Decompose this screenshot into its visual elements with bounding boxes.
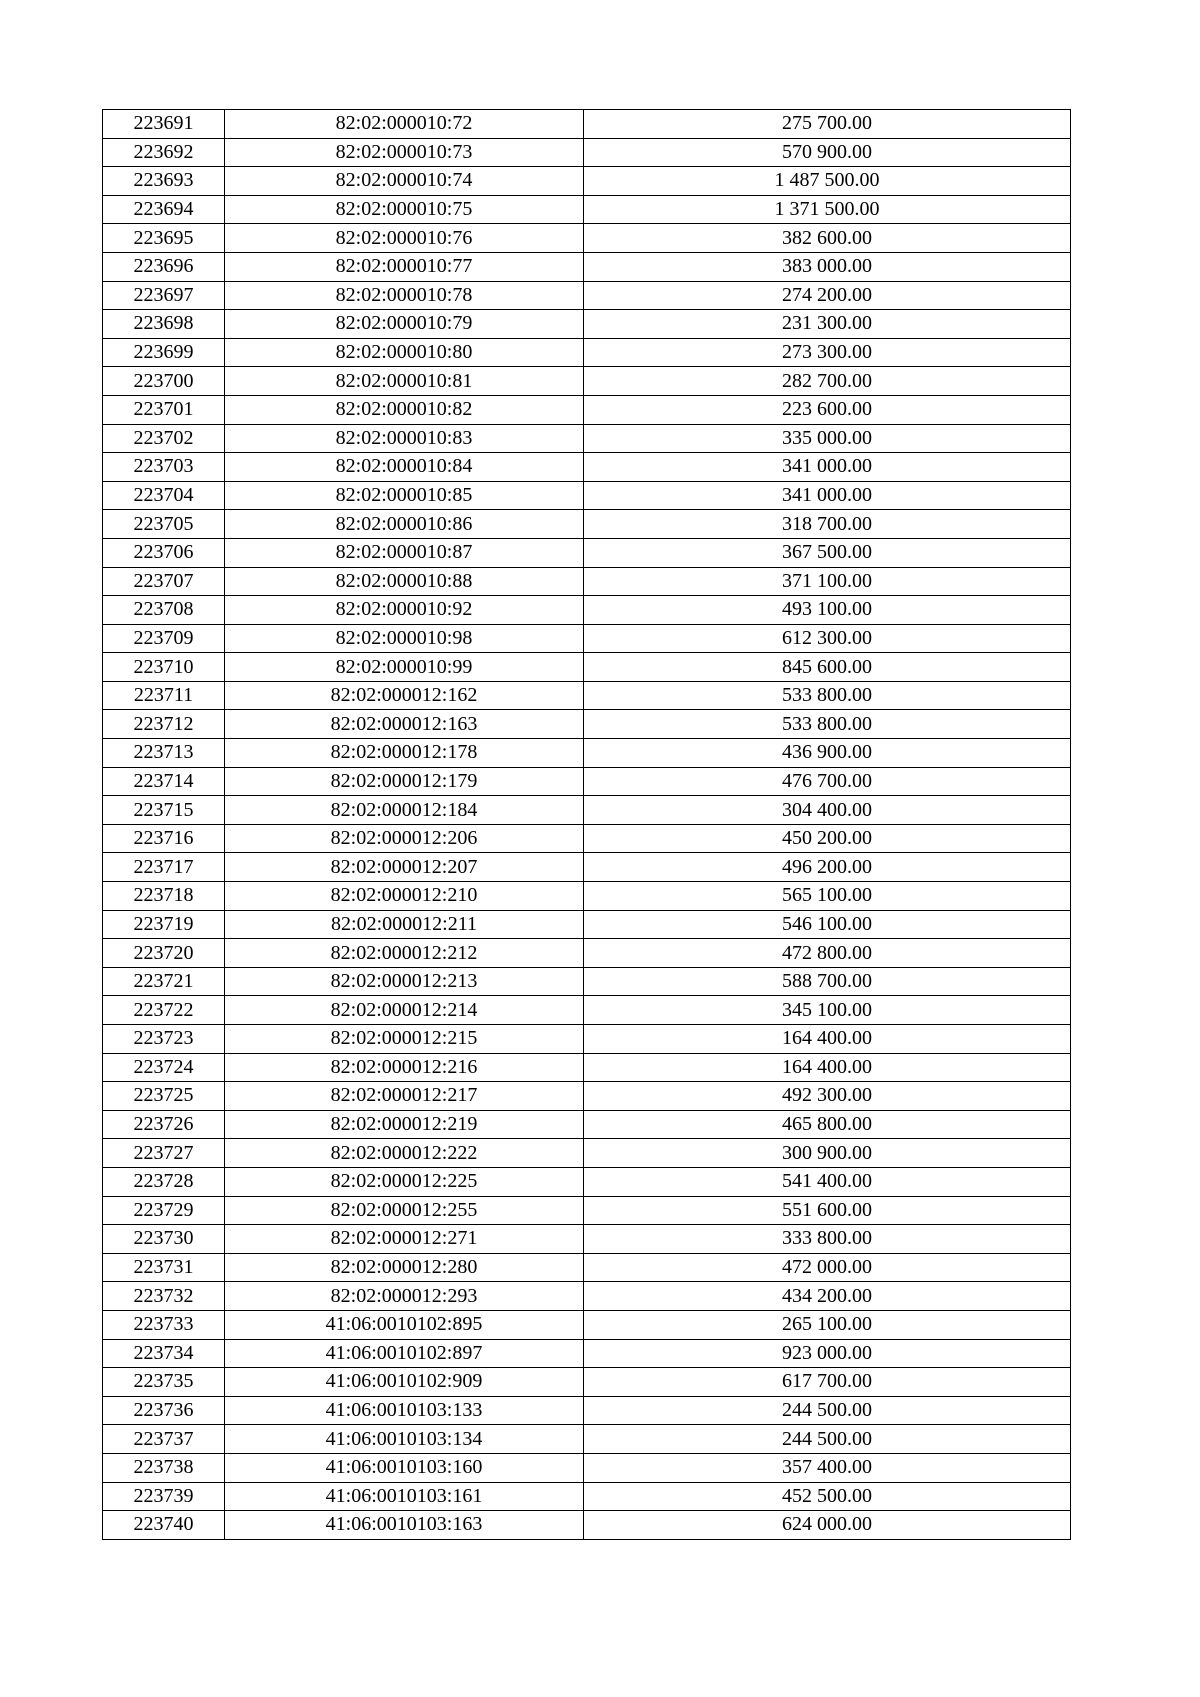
cadastral-number-cell: 82:02:000010:74: [225, 167, 584, 196]
cadastral-number-cell: 82:02:000012:179: [225, 767, 584, 796]
table-row: [103, 281, 1071, 310]
table-row: [103, 453, 1071, 482]
row-number-cell: 223735: [103, 1368, 225, 1397]
table-row: [103, 1082, 1071, 1111]
cadastral-value-cell: 265 100.00: [584, 1310, 1071, 1339]
cadastral-value-cell: 357 400.00: [584, 1453, 1071, 1482]
table-row: [103, 110, 1071, 139]
cadastral-value-cell: 551 600.00: [584, 1196, 1071, 1225]
cadastral-value-cell: 273 300.00: [584, 338, 1071, 367]
row-number-cell: 223700: [103, 367, 225, 396]
row-number-cell: 223730: [103, 1225, 225, 1254]
cadastral-value-cell: 493 100.00: [584, 596, 1071, 625]
table-row: [103, 767, 1071, 796]
row-number-cell: 223714: [103, 767, 225, 796]
row-number-cell: 223727: [103, 1139, 225, 1168]
table-row: [103, 252, 1071, 281]
row-number-cell: 223701: [103, 395, 225, 424]
cadastral-value-cell: 244 500.00: [584, 1425, 1071, 1454]
table-row: [103, 338, 1071, 367]
cadastral-value-cell: 318 700.00: [584, 510, 1071, 539]
row-number-cell: 223710: [103, 653, 225, 682]
cadastral-number-cell: 82:02:000012:225: [225, 1167, 584, 1196]
row-number-cell: 223706: [103, 538, 225, 567]
cadastral-number-cell: 82:02:000010:81: [225, 367, 584, 396]
row-number-cell: 223697: [103, 281, 225, 310]
cadastral-value-cell: 275 700.00: [584, 110, 1071, 139]
cadastral-number-cell: 41:06:0010103:133: [225, 1396, 584, 1425]
cadastral-value-cell: 450 200.00: [584, 824, 1071, 853]
row-number-cell: 223693: [103, 167, 225, 196]
row-number-cell: 223705: [103, 510, 225, 539]
cadastral-number-cell: 82:02:000010:82: [225, 395, 584, 424]
row-number-cell: 223715: [103, 796, 225, 825]
cadastral-value-cell: 436 900.00: [584, 739, 1071, 768]
row-number-cell: 223721: [103, 967, 225, 996]
cadastral-value-cell: 1 371 500.00: [584, 195, 1071, 224]
row-number-cell: 223692: [103, 138, 225, 167]
cadastral-number-cell: 82:02:000010:78: [225, 281, 584, 310]
row-number-cell: 223703: [103, 453, 225, 482]
table-row: [103, 195, 1071, 224]
cadastral-value-cell: 624 000.00: [584, 1511, 1071, 1540]
cadastral-value-cell: 164 400.00: [584, 1053, 1071, 1082]
row-number-cell: 223733: [103, 1310, 225, 1339]
cadastral-number-cell: 82:02:000012:222: [225, 1139, 584, 1168]
table-row: [103, 424, 1071, 453]
cadastral-number-cell: 82:02:000012:215: [225, 1025, 584, 1054]
table-row: [103, 1167, 1071, 1196]
cadastral-number-cell: 82:02:000010:76: [225, 224, 584, 253]
cadastral-number-cell: 82:02:000012:214: [225, 996, 584, 1025]
cadastral-number-cell: 82:02:000012:213: [225, 967, 584, 996]
table-row: [103, 739, 1071, 768]
cadastral-value-cell: 452 500.00: [584, 1482, 1071, 1511]
cadastral-number-cell: 82:02:000012:163: [225, 710, 584, 739]
table-row: [103, 1482, 1071, 1511]
table-row: [103, 996, 1071, 1025]
row-number-cell: 223695: [103, 224, 225, 253]
cadastral-number-cell: 82:02:000012:212: [225, 939, 584, 968]
row-number-cell: 223740: [103, 1511, 225, 1540]
cadastral-number-cell: 82:02:000010:80: [225, 338, 584, 367]
cadastral-value-cell: 923 000.00: [584, 1339, 1071, 1368]
cadastral-number-cell: 82:02:000010:73: [225, 138, 584, 167]
row-number-cell: 223699: [103, 338, 225, 367]
cadastral-number-cell: 82:02:000012:255: [225, 1196, 584, 1225]
table-row: [103, 1511, 1071, 1540]
cadastral-number-cell: 82:02:000012:216: [225, 1053, 584, 1082]
table-row: [103, 367, 1071, 396]
cadastral-value-cell: 244 500.00: [584, 1396, 1071, 1425]
row-number-cell: 223728: [103, 1167, 225, 1196]
cadastral-value-cell: 588 700.00: [584, 967, 1071, 996]
table-row: [103, 1196, 1071, 1225]
table-body: [103, 110, 1071, 1540]
cadastral-value-cell: 612 300.00: [584, 624, 1071, 653]
row-number-cell: 223725: [103, 1082, 225, 1111]
cadastral-number-cell: 82:02:000010:85: [225, 481, 584, 510]
cadastral-number-cell: 41:06:0010102:897: [225, 1339, 584, 1368]
row-number-cell: 223713: [103, 739, 225, 768]
cadastral-value-cell: 434 200.00: [584, 1282, 1071, 1311]
table-row: [103, 1368, 1071, 1397]
cadastral-number-cell: 82:02:000010:98: [225, 624, 584, 653]
cadastral-number-cell: 82:02:000012:178: [225, 739, 584, 768]
cadastral-value-cell: 164 400.00: [584, 1025, 1071, 1054]
cadastral-value-cell: 492 300.00: [584, 1082, 1071, 1111]
cadastral-value-cell: 335 000.00: [584, 424, 1071, 453]
row-number-cell: 223734: [103, 1339, 225, 1368]
cadastral-value-cell: 345 100.00: [584, 996, 1071, 1025]
cadastral-value-cell: 496 200.00: [584, 853, 1071, 882]
cadastral-value-cell: 333 800.00: [584, 1225, 1071, 1254]
cadastral-number-cell: 82:02:000010:83: [225, 424, 584, 453]
table-row: [103, 510, 1071, 539]
table-row: [103, 1310, 1071, 1339]
cadastral-number-cell: 41:06:0010103:160: [225, 1453, 584, 1482]
cadastral-value-cell: 383 000.00: [584, 252, 1071, 281]
row-number-cell: 223698: [103, 310, 225, 339]
cadastral-number-cell: 82:02:000010:72: [225, 110, 584, 139]
table-row: [103, 824, 1071, 853]
cadastral-number-cell: 41:06:0010102:895: [225, 1310, 584, 1339]
cadastral-value-cell: 382 600.00: [584, 224, 1071, 253]
table-row: [103, 853, 1071, 882]
table-row: [103, 596, 1071, 625]
row-number-cell: 223722: [103, 996, 225, 1025]
cadastral-value-cell: 231 300.00: [584, 310, 1071, 339]
row-number-cell: 223709: [103, 624, 225, 653]
row-number-cell: 223696: [103, 252, 225, 281]
cadastral-number-cell: 82:02:000010:87: [225, 538, 584, 567]
cadastral-number-cell: 82:02:000012:217: [225, 1082, 584, 1111]
table-row: [103, 567, 1071, 596]
cadastral-number-cell: 82:02:000012:206: [225, 824, 584, 853]
table-row: [103, 653, 1071, 682]
cadastral-number-cell: 82:02:000010:77: [225, 252, 584, 281]
table-row: [103, 1339, 1071, 1368]
cadastral-value-cell: 570 900.00: [584, 138, 1071, 167]
table-row: [103, 624, 1071, 653]
table-row: [103, 910, 1071, 939]
table-row: [103, 796, 1071, 825]
cadastral-value-cell: 476 700.00: [584, 767, 1071, 796]
cadastral-value-cell: 282 700.00: [584, 367, 1071, 396]
table-row: [103, 395, 1071, 424]
table-row: [103, 1025, 1071, 1054]
cadastral-value-cell: 1 487 500.00: [584, 167, 1071, 196]
cadastral-number-cell: 41:06:0010103:161: [225, 1482, 584, 1511]
table-row: [103, 681, 1071, 710]
cadastral-value-cell: 341 000.00: [584, 481, 1071, 510]
table-row: [103, 138, 1071, 167]
row-number-cell: 223708: [103, 596, 225, 625]
cadastral-number-cell: 41:06:0010102:909: [225, 1368, 584, 1397]
cadastral-value-cell: 617 700.00: [584, 1368, 1071, 1397]
row-number-cell: 223694: [103, 195, 225, 224]
row-number-cell: 223712: [103, 710, 225, 739]
row-number-cell: 223731: [103, 1253, 225, 1282]
cadastral-value-cell: 341 000.00: [584, 453, 1071, 482]
row-number-cell: 223711: [103, 681, 225, 710]
cadastral-number-cell: 82:02:000012:219: [225, 1110, 584, 1139]
cadastral-value-cell: 533 800.00: [584, 681, 1071, 710]
cadastral-value-table: [102, 109, 1071, 1540]
cadastral-number-cell: 82:02:000012:207: [225, 853, 584, 882]
cadastral-value-cell: 472 000.00: [584, 1253, 1071, 1282]
cadastral-value-cell: 845 600.00: [584, 653, 1071, 682]
row-number-cell: 223707: [103, 567, 225, 596]
row-number-cell: 223729: [103, 1196, 225, 1225]
cadastral-number-cell: 82:02:000010:88: [225, 567, 584, 596]
cadastral-number-cell: 82:02:000012:271: [225, 1225, 584, 1254]
table-row: [103, 167, 1071, 196]
table-row: [103, 224, 1071, 253]
table-row: [103, 1225, 1071, 1254]
table-row: [103, 1110, 1071, 1139]
table-row: [103, 1253, 1071, 1282]
cadastral-number-cell: 82:02:000012:210: [225, 882, 584, 911]
table-row: [103, 1425, 1071, 1454]
table-row: [103, 310, 1071, 339]
cadastral-number-cell: 82:02:000010:84: [225, 453, 584, 482]
cadastral-value-cell: 371 100.00: [584, 567, 1071, 596]
row-number-cell: 223717: [103, 853, 225, 882]
cadastral-value-cell: 304 400.00: [584, 796, 1071, 825]
cadastral-number-cell: 82:02:000010:86: [225, 510, 584, 539]
table-row: [103, 538, 1071, 567]
cadastral-value-cell: 300 900.00: [584, 1139, 1071, 1168]
table-row: [103, 1139, 1071, 1168]
row-number-cell: 223719: [103, 910, 225, 939]
row-number-cell: 223716: [103, 824, 225, 853]
row-number-cell: 223723: [103, 1025, 225, 1054]
row-number-cell: 223726: [103, 1110, 225, 1139]
cadastral-number-cell: 41:06:0010103:134: [225, 1425, 584, 1454]
cadastral-value-cell: 274 200.00: [584, 281, 1071, 310]
table-row: [103, 481, 1071, 510]
row-number-cell: 223704: [103, 481, 225, 510]
table-row: [103, 939, 1071, 968]
cadastral-value-cell: 565 100.00: [584, 882, 1071, 911]
cadastral-number-cell: 82:02:000010:92: [225, 596, 584, 625]
row-number-cell: 223732: [103, 1282, 225, 1311]
table-row: [103, 1396, 1071, 1425]
cadastral-value-cell: 223 600.00: [584, 395, 1071, 424]
row-number-cell: 223738: [103, 1453, 225, 1482]
cadastral-value-cell: 472 800.00: [584, 939, 1071, 968]
cadastral-value-cell: 546 100.00: [584, 910, 1071, 939]
cadastral-number-cell: 82:02:000012:280: [225, 1253, 584, 1282]
cadastral-number-cell: 41:06:0010103:163: [225, 1511, 584, 1540]
row-number-cell: 223720: [103, 939, 225, 968]
cadastral-number-cell: 82:02:000012:184: [225, 796, 584, 825]
cadastral-number-cell: 82:02:000012:211: [225, 910, 584, 939]
cadastral-number-cell: 82:02:000010:75: [225, 195, 584, 224]
row-number-cell: 223736: [103, 1396, 225, 1425]
cadastral-value-cell: 367 500.00: [584, 538, 1071, 567]
row-number-cell: 223739: [103, 1482, 225, 1511]
table-row: [103, 882, 1071, 911]
table-row: [103, 1282, 1071, 1311]
row-number-cell: 223737: [103, 1425, 225, 1454]
cadastral-value-cell: 533 800.00: [584, 710, 1071, 739]
cadastral-value-cell: 465 800.00: [584, 1110, 1071, 1139]
table-row: [103, 1453, 1071, 1482]
cadastral-number-cell: 82:02:000012:293: [225, 1282, 584, 1311]
table-row: [103, 710, 1071, 739]
cadastral-number-cell: 82:02:000012:162: [225, 681, 584, 710]
row-number-cell: 223724: [103, 1053, 225, 1082]
row-number-cell: 223691: [103, 110, 225, 139]
row-number-cell: 223702: [103, 424, 225, 453]
cadastral-value-cell: 541 400.00: [584, 1167, 1071, 1196]
row-number-cell: 223718: [103, 882, 225, 911]
cadastral-number-cell: 82:02:000010:79: [225, 310, 584, 339]
cadastral-number-cell: 82:02:000010:99: [225, 653, 584, 682]
table-row: [103, 967, 1071, 996]
table-row: [103, 1053, 1071, 1082]
